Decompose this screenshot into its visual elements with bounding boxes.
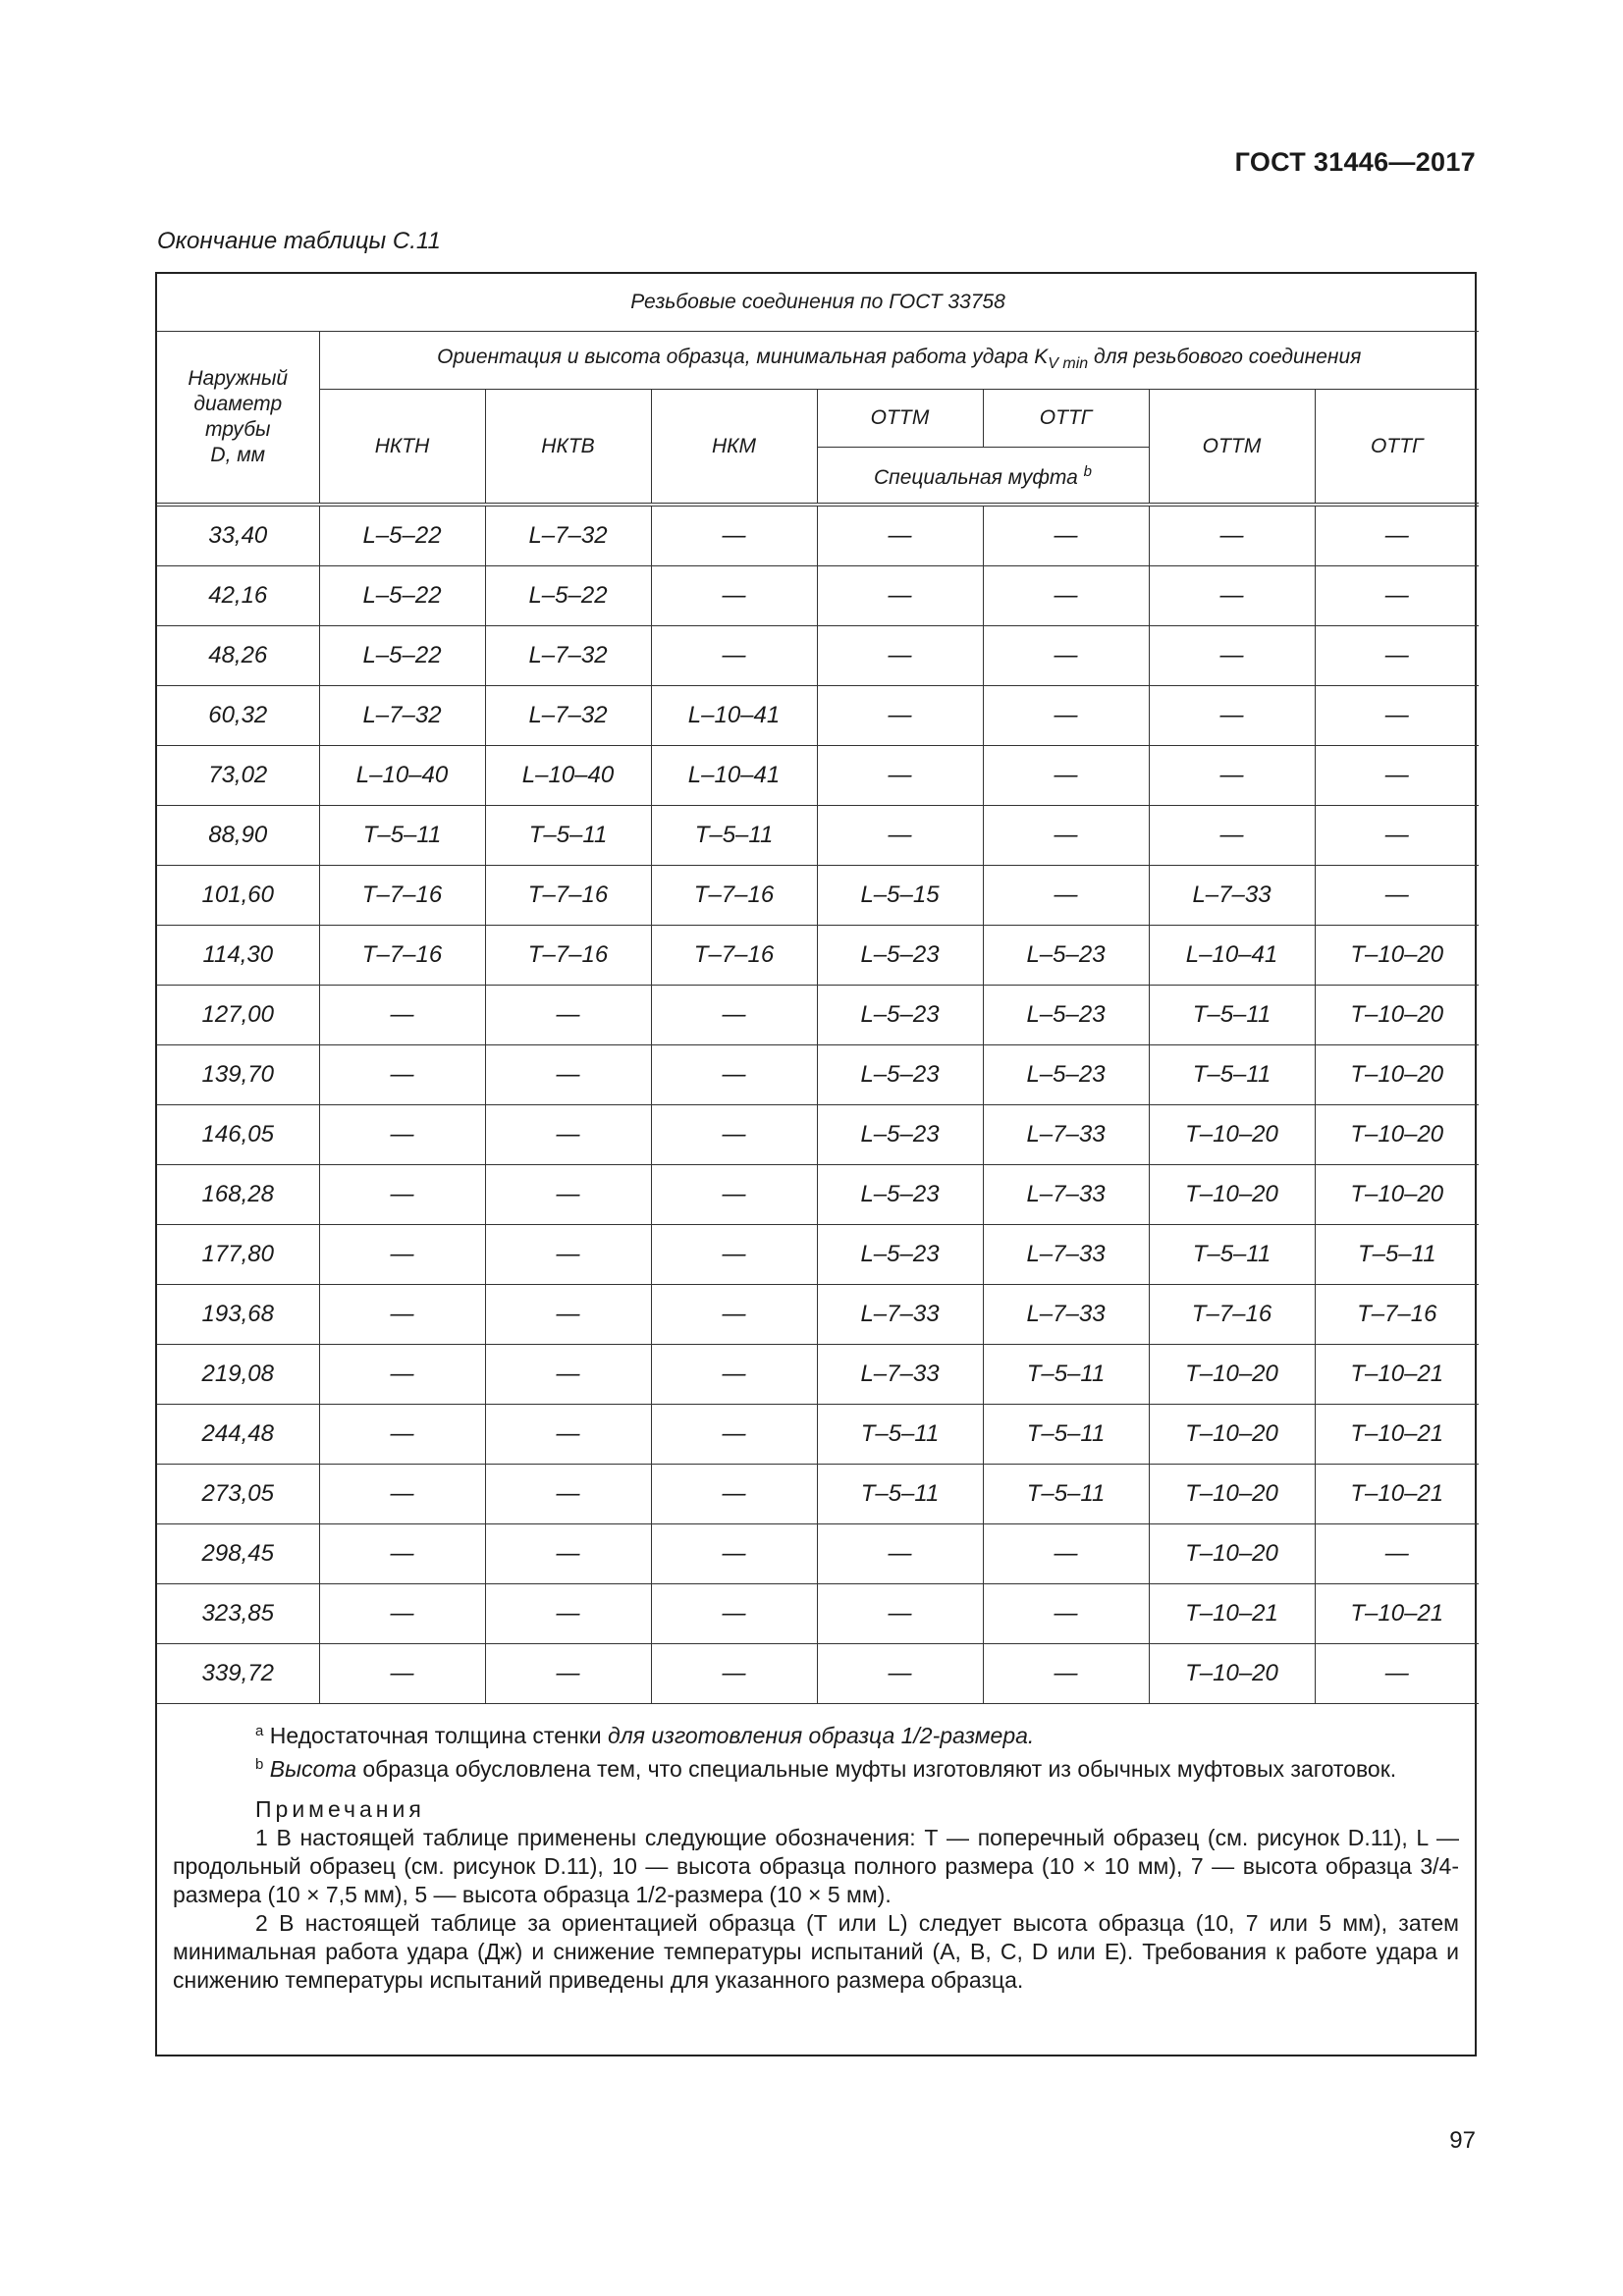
table-cell: — [817, 1644, 983, 1704]
table-cell: — [1315, 505, 1479, 566]
table-cell: — [485, 1225, 651, 1285]
table-cell: T–7–16 [1149, 1285, 1315, 1345]
table-notes [157, 1717, 1475, 2055]
table-cell: — [651, 505, 817, 566]
table-cell: — [983, 1584, 1149, 1644]
table-cell: T–5–11 [485, 806, 651, 866]
table-row [157, 1285, 1479, 1345]
table-cell: L–7–33 [983, 1105, 1149, 1165]
table-cell: L–7–33 [1149, 866, 1315, 926]
table-row [157, 1045, 1479, 1105]
diameter-cell: 244,48 [157, 1405, 319, 1465]
table-cell: — [651, 1345, 817, 1405]
diameter-cell: 33,40 [157, 505, 319, 566]
table-cell: T–10–21 [1149, 1584, 1315, 1644]
table-row [157, 566, 1479, 626]
table-cell: T–5–11 [983, 1345, 1149, 1405]
diameter-cell: 73,02 [157, 746, 319, 806]
col-header-nktn: НКТН [319, 390, 485, 506]
col-header-ottm: ОТТМ [1149, 390, 1315, 506]
diameter-cell: 114,30 [157, 926, 319, 986]
table-cell: — [983, 626, 1149, 686]
table-cell: T–10–20 [1315, 1105, 1479, 1165]
table-cell: L–5–23 [817, 1225, 983, 1285]
table-cell: — [1315, 686, 1479, 746]
table-cell: — [319, 1644, 485, 1704]
table-cell: — [983, 1644, 1149, 1704]
table-cell: L–7–33 [983, 1285, 1149, 1345]
table-cell: — [817, 505, 983, 566]
diameter-cell: 127,00 [157, 986, 319, 1045]
diameter-cell: 323,85 [157, 1584, 319, 1644]
table-cell: — [983, 806, 1149, 866]
table-cell: T–7–16 [651, 866, 817, 926]
table-cell: T–10–20 [1149, 1465, 1315, 1524]
table-cell: — [817, 566, 983, 626]
col-header-ottg: ОТТГ [1315, 390, 1479, 506]
table-cell: — [319, 1225, 485, 1285]
table-row [157, 505, 1479, 566]
diameter-cell: 146,05 [157, 1105, 319, 1165]
table-cell: L–5–23 [817, 986, 983, 1045]
table-cell: — [817, 806, 983, 866]
table-cell: — [983, 866, 1149, 926]
table-cell: — [651, 986, 817, 1045]
table-cell: L–7–33 [817, 1285, 983, 1345]
footnote-a: $^a$ Недостаточная толщина стенки для изготовления образца 1/2-размера. [255, 1723, 1035, 1748]
diameter-cell: 88,90 [157, 806, 319, 866]
col-header-special-coupling: Специальная муфта $^b$ [817, 448, 1149, 506]
table-cell: — [983, 1524, 1149, 1584]
table-cell: — [983, 746, 1149, 806]
table-cell: — [1149, 505, 1315, 566]
table-frame [155, 272, 1477, 2056]
table-row [157, 1225, 1479, 1285]
table-cell: L–10–40 [319, 746, 485, 806]
table-cell: T–10–21 [1315, 1345, 1479, 1405]
table-cell: — [651, 1165, 817, 1225]
table-cell: — [485, 1644, 651, 1704]
table-cell: T–5–11 [651, 806, 817, 866]
table-cell: T–10–20 [1149, 1105, 1315, 1165]
table-cell: — [1149, 686, 1315, 746]
table-cell: T–7–16 [651, 926, 817, 986]
table-cell: T–5–11 [983, 1465, 1149, 1524]
table-cell: L–5–22 [485, 566, 651, 626]
table-cell: T–5–11 [319, 806, 485, 866]
table-cell: — [983, 566, 1149, 626]
table-cell: — [485, 1584, 651, 1644]
table-cell: T–10–20 [1149, 1165, 1315, 1225]
table-row [157, 986, 1479, 1045]
table-cell: T–5–11 [1149, 1225, 1315, 1285]
table-cell: — [319, 1584, 485, 1644]
table-cell: — [651, 626, 817, 686]
table-cell: T–10–20 [1149, 1345, 1315, 1405]
table-cell: T–10–21 [1315, 1465, 1479, 1524]
table-row [157, 926, 1479, 986]
table-cell: L–7–33 [983, 1165, 1149, 1225]
table-cell: T–10–20 [1315, 986, 1479, 1045]
table-cell: L–10–41 [651, 686, 817, 746]
table-cell: — [1315, 626, 1479, 686]
table-cell: — [651, 1644, 817, 1704]
table-cell: — [485, 1285, 651, 1345]
table-cell: — [319, 1345, 485, 1405]
table-cell: — [817, 1584, 983, 1644]
table-cell: — [1149, 806, 1315, 866]
table-cell: — [1315, 746, 1479, 806]
table-row [157, 1165, 1479, 1225]
table-cell: T–5–11 [1315, 1225, 1479, 1285]
table-cell: T–7–16 [485, 866, 651, 926]
table-cell: — [651, 1285, 817, 1345]
table-cell: — [1149, 626, 1315, 686]
table-cell: — [651, 566, 817, 626]
col-header-ottm-special: ОТТМ [817, 390, 983, 448]
table-cell: L–5–23 [817, 1045, 983, 1105]
table-cell: T–5–11 [1149, 1045, 1315, 1105]
table-cell: L–5–23 [983, 926, 1149, 986]
table-cell: T–10–20 [1315, 1045, 1479, 1105]
table-row [157, 1465, 1479, 1524]
table-cell: — [485, 1105, 651, 1165]
table-cell: T–7–16 [485, 926, 651, 986]
table-cell: — [1315, 566, 1479, 626]
table-cell: L–7–32 [319, 686, 485, 746]
table-cell: L–7–32 [485, 505, 651, 566]
table-cell: — [319, 1524, 485, 1584]
table-row [157, 866, 1479, 926]
table-cell: L–5–22 [319, 566, 485, 626]
table-cell: L–5–23 [817, 926, 983, 986]
table-row [157, 1524, 1479, 1584]
table-cell: — [983, 505, 1149, 566]
table-cell: — [651, 1225, 817, 1285]
table-cell: T–5–11 [817, 1465, 983, 1524]
table-cell: T–10–20 [1149, 1644, 1315, 1704]
data-table [157, 274, 1479, 1704]
table-cell: — [1315, 806, 1479, 866]
table-cell: — [319, 1165, 485, 1225]
diameter-cell: 48,26 [157, 626, 319, 686]
col-header-nkm: НКМ [651, 390, 817, 506]
table-cell: — [1149, 746, 1315, 806]
table-cell: — [817, 626, 983, 686]
table-cell: L–7–32 [485, 686, 651, 746]
table-cell: — [485, 1345, 651, 1405]
table-row [157, 1405, 1479, 1465]
table-cell: L–7–33 [817, 1345, 983, 1405]
diameter-cell: 219,08 [157, 1345, 319, 1405]
table-cell: T–5–11 [1149, 986, 1315, 1045]
diameter-cell: 298,45 [157, 1524, 319, 1584]
diameter-cell: 177,80 [157, 1225, 319, 1285]
diameter-cell: 42,16 [157, 566, 319, 626]
table-cell: T–5–11 [983, 1405, 1149, 1465]
table-cell: T–5–11 [817, 1405, 983, 1465]
table-row [157, 1584, 1479, 1644]
note-2: 2 В настоящей таблице за ориентацией образца (T или L) следует высота образца (10, 7 или 5 мм), затем минимальная работа удара (Дж) и снижение температуры испытаний (А, В, С, D или Е). Требования к работе удара и снижению температуры испытаний приведены для указанного размера образца. [173, 1910, 1459, 1993]
page-number: 97 [1449, 2127, 1476, 2154]
col-header-nktv: НКТВ [485, 390, 651, 506]
table-cell: T–7–16 [319, 926, 485, 986]
table-cell: — [485, 1524, 651, 1584]
table-cell: — [651, 1524, 817, 1584]
diameter-cell: 139,70 [157, 1045, 319, 1105]
table-cell: — [1315, 1524, 1479, 1584]
table-cell: — [485, 1405, 651, 1465]
table-cell: — [485, 1045, 651, 1105]
table-cell: — [651, 1105, 817, 1165]
table-cell: T–10–21 [1315, 1584, 1479, 1644]
footnote-b: $^b$ Высота образца обусловлена тем, что специальные муфты изготовляют из обычных муфтовых заготовок. [255, 1756, 1397, 1782]
notes-heading: Примечания [255, 1796, 425, 1822]
table-cell: — [319, 986, 485, 1045]
table-caption: Окончание таблицы С.11 [157, 228, 441, 254]
table-cell: T–7–16 [319, 866, 485, 926]
table-cell: L–5–22 [319, 626, 485, 686]
table-cell: — [319, 1465, 485, 1524]
table-cell: — [817, 686, 983, 746]
table-cell: — [485, 1165, 651, 1225]
table-row [157, 626, 1479, 686]
table-cell: — [319, 1405, 485, 1465]
table-cell: — [651, 1584, 817, 1644]
table-cell: — [319, 1045, 485, 1105]
orientation-header: Ориентация и высота образца, минимальная работа удара $K_{V min}$ для резьбового соединения [319, 332, 1479, 390]
table-cell: — [651, 1405, 817, 1465]
table-cell: L–10–41 [651, 746, 817, 806]
table-cell: — [817, 746, 983, 806]
table-cell: L–7–32 [485, 626, 651, 686]
diameter-cell: 168,28 [157, 1165, 319, 1225]
table-row [157, 1345, 1479, 1405]
diameter-cell: 101,60 [157, 866, 319, 926]
table-cell: T–10–20 [1315, 1165, 1479, 1225]
document-code: ГОСТ 31446—2017 [1234, 147, 1476, 177]
table-cell: — [983, 686, 1149, 746]
table-row [157, 686, 1479, 746]
table-cell: — [651, 1045, 817, 1105]
diameter-cell: 193,68 [157, 1285, 319, 1345]
table-cell: L–5–23 [983, 986, 1149, 1045]
table-row [157, 746, 1479, 806]
col-header-ottg-special: ОТТГ [983, 390, 1149, 448]
note-1: 1 В настоящей таблице применены следующие обозначения: Т — поперечный образец (см. рисунок D.11), L — продольный образец (см. рисунок D.11), 10 — высота образца полного размера (10 × 10 мм), 7 — высота образца 3/4-размера (10 × 7,5 мм), 5 — высота образца 1/2-размера (10 × 5 мм). [173, 1825, 1459, 1907]
table-cell: — [1315, 866, 1479, 926]
table-cell: T–10–21 [1315, 1405, 1479, 1465]
table-row [157, 1644, 1479, 1704]
table-cell: L–7–33 [983, 1225, 1149, 1285]
table-cell: L–5–23 [983, 1045, 1149, 1105]
table-cell: — [817, 1524, 983, 1584]
table-cell: — [651, 1465, 817, 1524]
table-cell: T–10–20 [1315, 926, 1479, 986]
table-cell: L–5–22 [319, 505, 485, 566]
table-cell: — [1149, 566, 1315, 626]
table-cell: — [319, 1105, 485, 1165]
table-cell: T–7–16 [1315, 1285, 1479, 1345]
table-cell: L–10–40 [485, 746, 651, 806]
diameter-cell: 273,05 [157, 1465, 319, 1524]
table-row [157, 1105, 1479, 1165]
row-header-diameter: Наружный диаметр трубы D, мм [157, 332, 319, 506]
table-cell: — [485, 986, 651, 1045]
diameter-cell: 339,72 [157, 1644, 319, 1704]
table-cell: L–5–15 [817, 866, 983, 926]
table-row [157, 806, 1479, 866]
table-cell: L–5–23 [817, 1105, 983, 1165]
table-cell: — [1315, 1644, 1479, 1704]
table-title: Резьбовые соединения по ГОСТ 33758 [157, 274, 1479, 332]
table-cell: T–10–20 [1149, 1405, 1315, 1465]
table-cell: L–5–23 [817, 1165, 983, 1225]
diameter-cell: 60,32 [157, 686, 319, 746]
table-cell: — [319, 1285, 485, 1345]
table-cell: L–10–41 [1149, 926, 1315, 986]
table-cell: T–10–20 [1149, 1524, 1315, 1584]
table-cell: — [485, 1465, 651, 1524]
